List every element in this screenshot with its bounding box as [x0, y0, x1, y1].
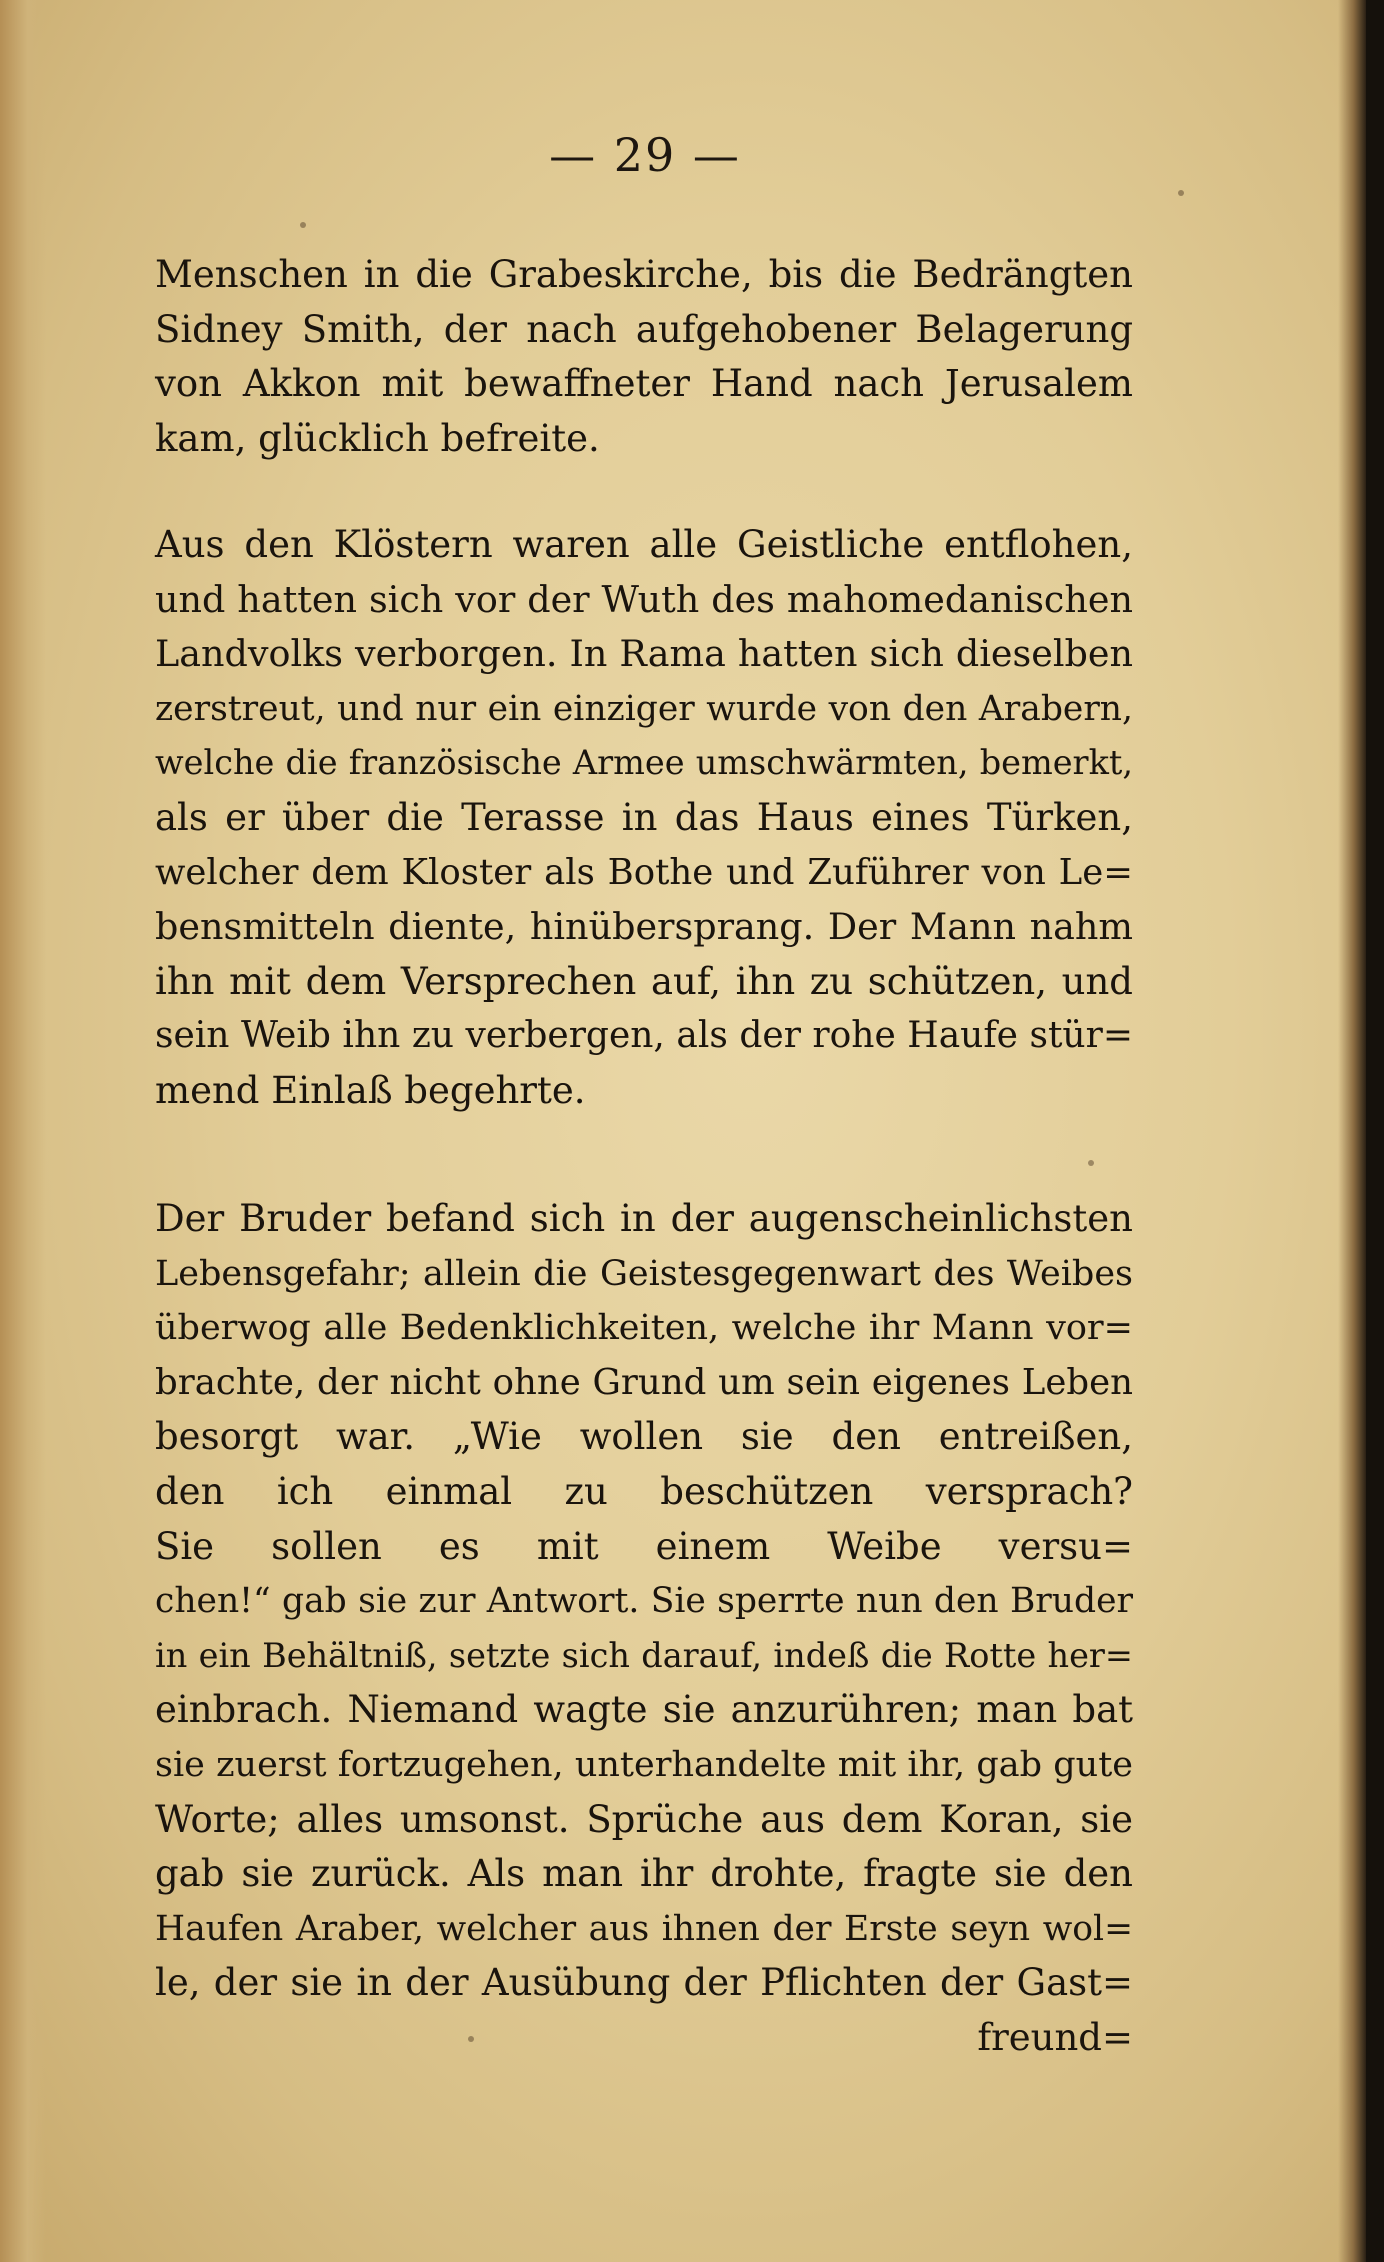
paragraph-3 — [155, 1192, 1133, 2066]
text-line: in ein Behältniß, setzte sich darauf, indeß die Rotte her= — [155, 1635, 1133, 1675]
page-edge-shadow — [1338, 0, 1366, 2262]
text-line: Der Bruder befand sich in der augenscheinlichsten — [155, 1197, 1133, 1240]
text-line: bensmitteln diente, hinübersprang. Der Mann nahm — [155, 905, 1133, 949]
text-line: mend Einlaß begehrte. — [155, 1068, 586, 1112]
paragraph-1 — [155, 248, 1133, 466]
text-line: kam, glücklich befreite. — [155, 416, 600, 460]
text-line: überwog alle Bedenklichkeiten, welche ihr Mann vor= — [155, 1308, 1133, 1349]
text-line: Haufen Araber, welcher aus ihnen der Erste seyn wol= — [155, 1908, 1133, 1949]
text-line: Sie sollen es mit einem Weibe versu= — [155, 1524, 1133, 1568]
text-line: chen!“ gab sie zur Antwort. Sie sperrte nun den Bruder — [155, 1581, 1133, 1622]
text-line: zerstreut, und nur ein einziger wurde von den Arabern, — [155, 688, 1133, 729]
text-line: le, der sie in der Ausübung der Pflichten der Gast= — [155, 1961, 1133, 2005]
text-line: gab sie zurück. Als man ihr drohte, fragte sie den — [155, 1852, 1133, 1896]
text-line: von Akkon mit bewaffneter Hand nach Jerusalem — [155, 362, 1133, 406]
text-line: Sidney Smith, der nach aufgehobener Belagerung — [155, 307, 1133, 351]
text-line: als er über die Terasse in das Haus eines Türken, — [155, 795, 1133, 839]
paper-speck — [300, 222, 306, 228]
page-gutter-shadow — [0, 0, 46, 2262]
text-line: Landvolks verborgen. In Rama hatten sich dieselben — [155, 632, 1133, 676]
text-line: Lebensgefahr; allein die Geistesgegenwart des Weibes — [155, 1253, 1133, 1294]
text-line: ihn mit dem Versprechen auf, ihn zu schützen, und — [155, 959, 1133, 1003]
page-number: — 29 — — [549, 128, 741, 182]
text-line: Aus den Klöstern waren alle Geistliche entflohen, — [155, 523, 1133, 566]
paragraph-2 — [155, 518, 1133, 1119]
text-line: brachte, der nicht ohne Grund um sein eigenes Leben — [155, 1361, 1133, 1403]
catchword: freund= — [977, 2015, 1133, 2059]
paper-speck — [1088, 1160, 1094, 1166]
paper-speck — [468, 2036, 474, 2042]
text-line: welcher dem Kloster als Bothe und Zuführer von Le= — [155, 851, 1133, 893]
paper-speck — [1178, 190, 1184, 196]
text-line: besorgt war. „Wie wollen sie den entreißen, — [155, 1415, 1133, 1459]
text-line: sie zuerst fortzugehen, unterhandelte mit ihr, gab gute — [155, 1744, 1133, 1785]
text-line: Worte; alles umsonst. Sprüche aus dem Koran, sie — [155, 1797, 1133, 1841]
text-line: welche die französische Armee umschwärmten, bemerkt, — [155, 743, 1133, 783]
text-line: einbrach. Niemand wagte sie anzurühren; man bat — [155, 1688, 1133, 1732]
text-line: sein Weib ihn zu verbergen, als der rohe Haufe stür= — [155, 1015, 1133, 1057]
text-line: den ich einmal zu beschützen versprach? — [155, 1469, 1133, 1513]
text-line: und hatten sich vor der Wuth des mahomedanischen — [155, 577, 1133, 621]
text-line: Menschen in die Grabeskirche, bis die Bedrängten — [155, 253, 1133, 296]
